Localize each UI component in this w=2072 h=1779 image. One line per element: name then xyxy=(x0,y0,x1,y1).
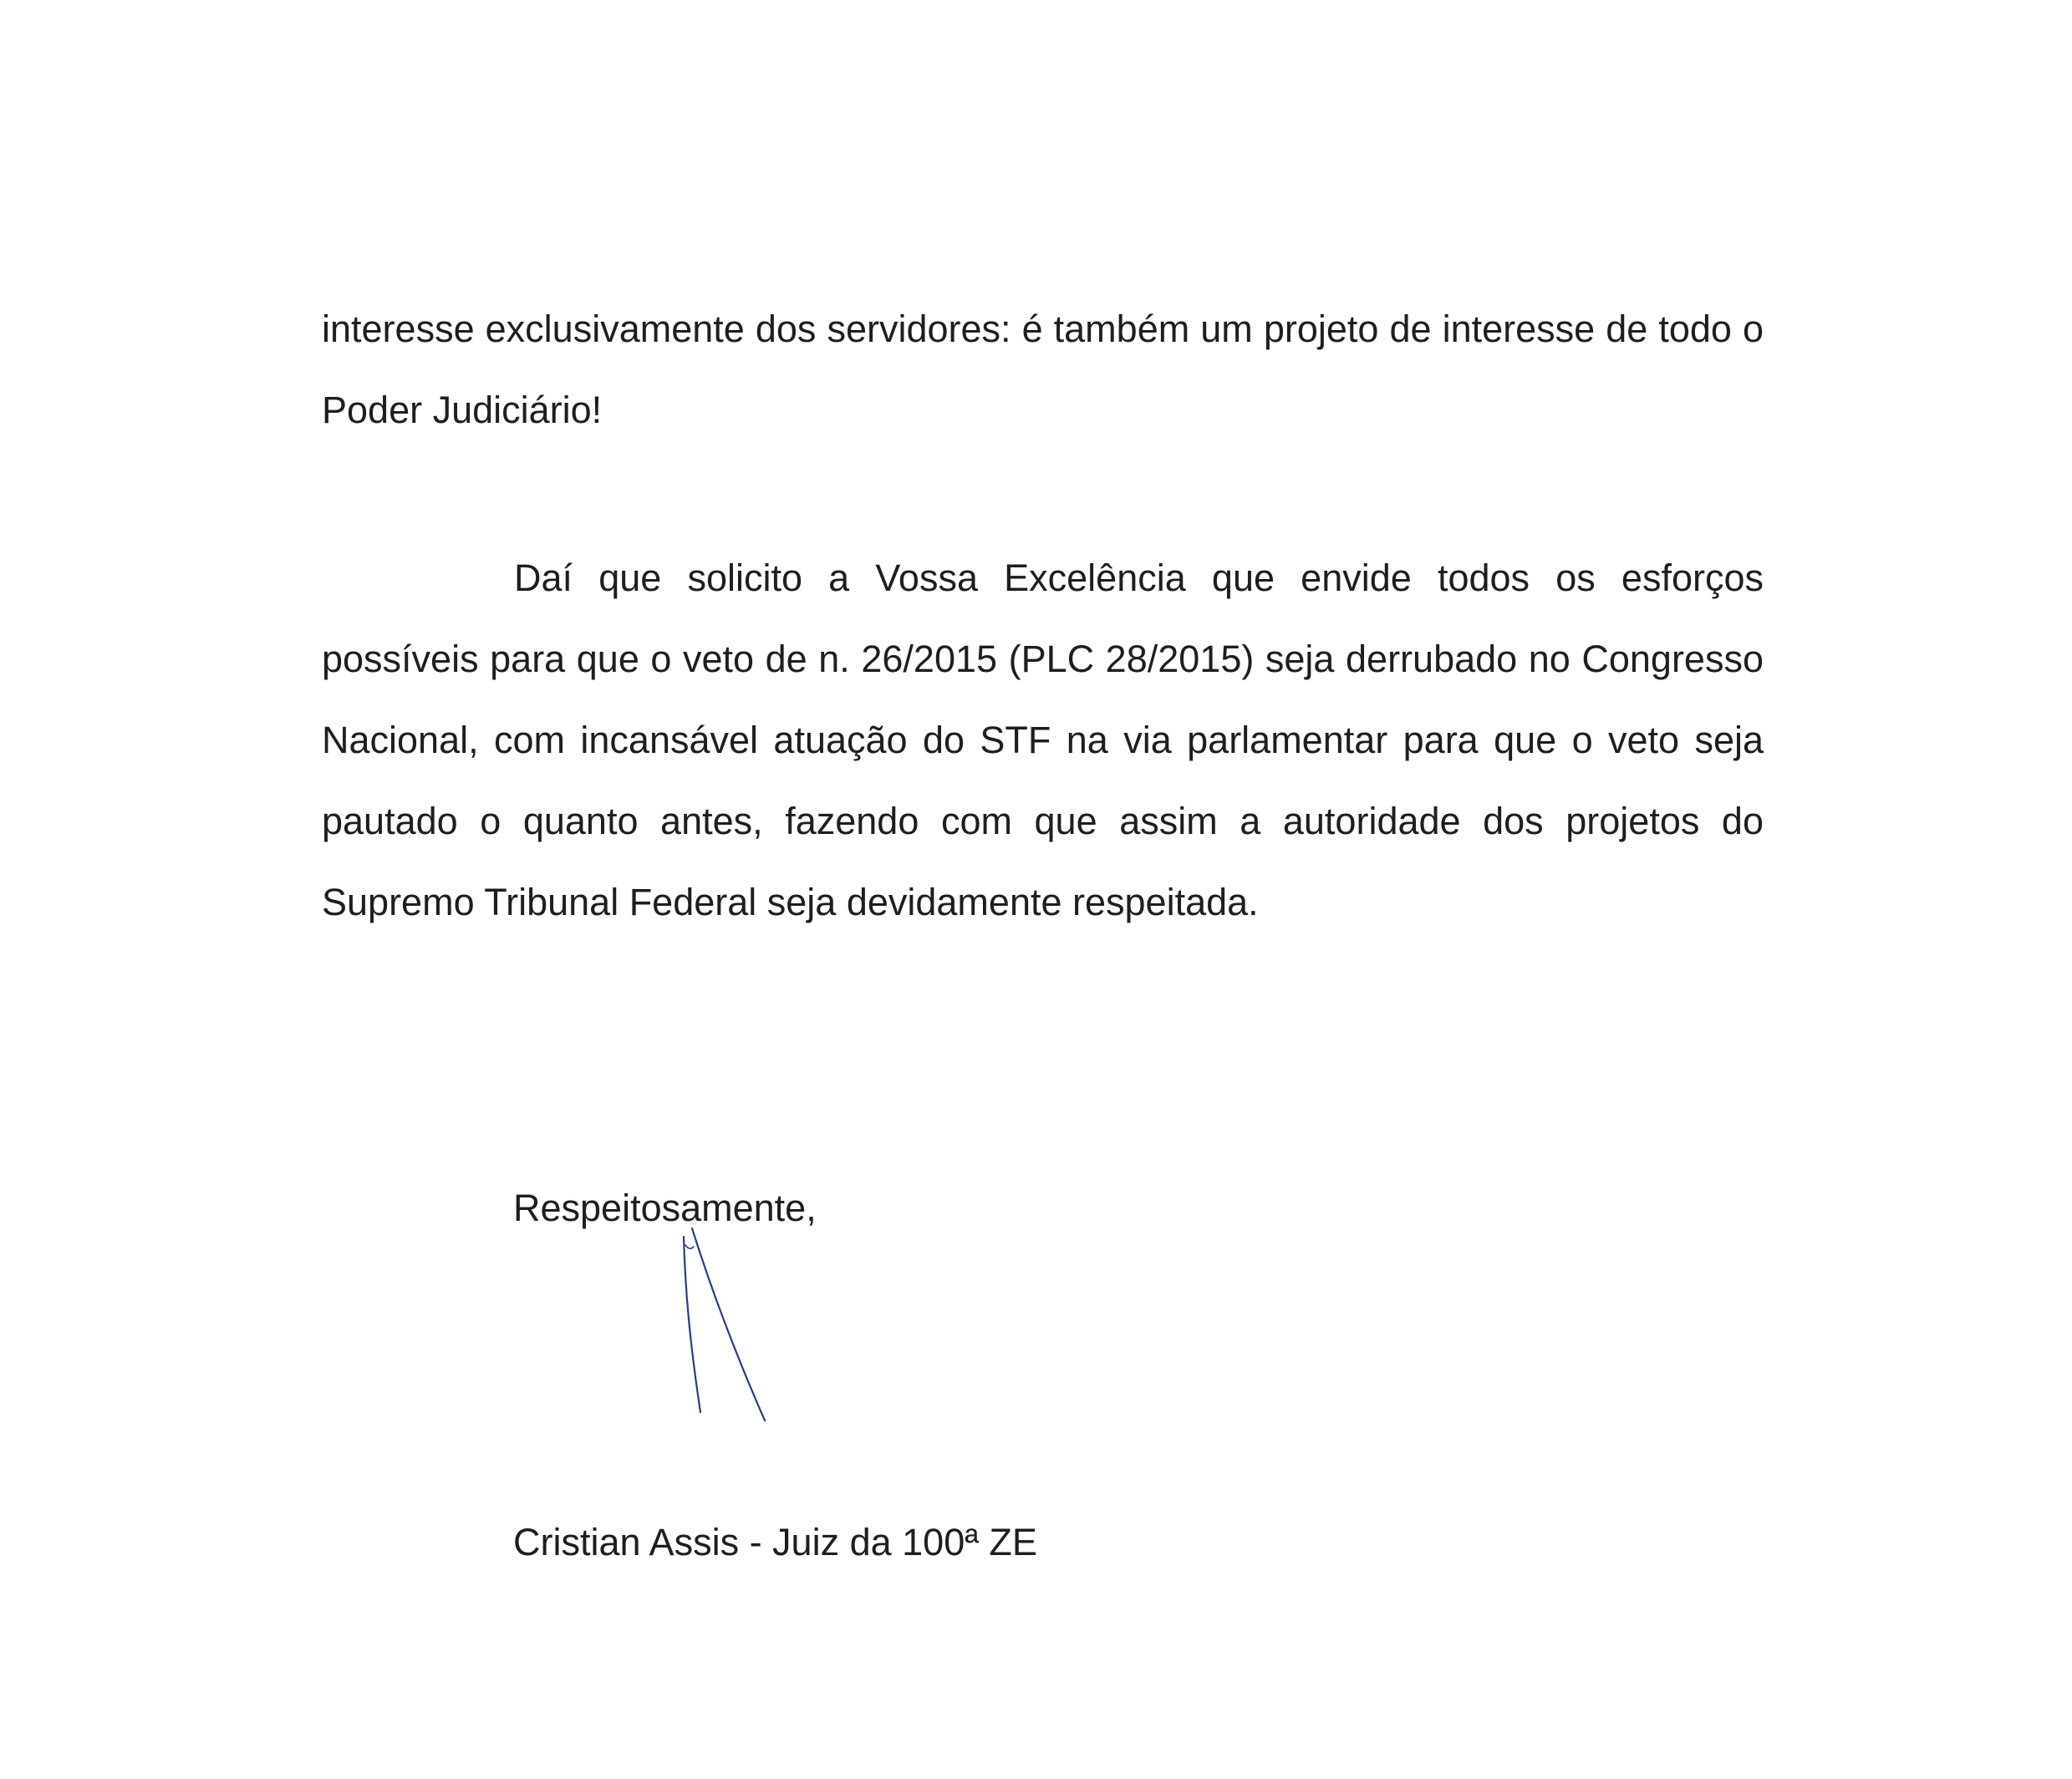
handwritten-signature xyxy=(660,1220,794,1437)
body-paragraph-2: Daí que solicito a Vossa Excelência que envide todos os esforços possíveis para que o veto de n. 26/2015 (PLC 28/2015) seja derrubado no Congresso Nacional, com incansável atuação do STF na via parlamentar para que o veto seja pautado o quanto antes, fazendo com que assim a autoridade dos projetos do Supremo Tribunal Federal seja devidamente respeitada. xyxy=(322,557,1764,923)
closing-salutation: Respeitosamente, xyxy=(513,1187,817,1229)
body-paragraph-1: interesse exclusivamente dos servidores: é também um projeto de interesse de todo o Poder Judiciário! xyxy=(322,308,1764,431)
signer-name: Cristian Assis - Juiz da 100ª ZE xyxy=(513,1521,1037,1563)
